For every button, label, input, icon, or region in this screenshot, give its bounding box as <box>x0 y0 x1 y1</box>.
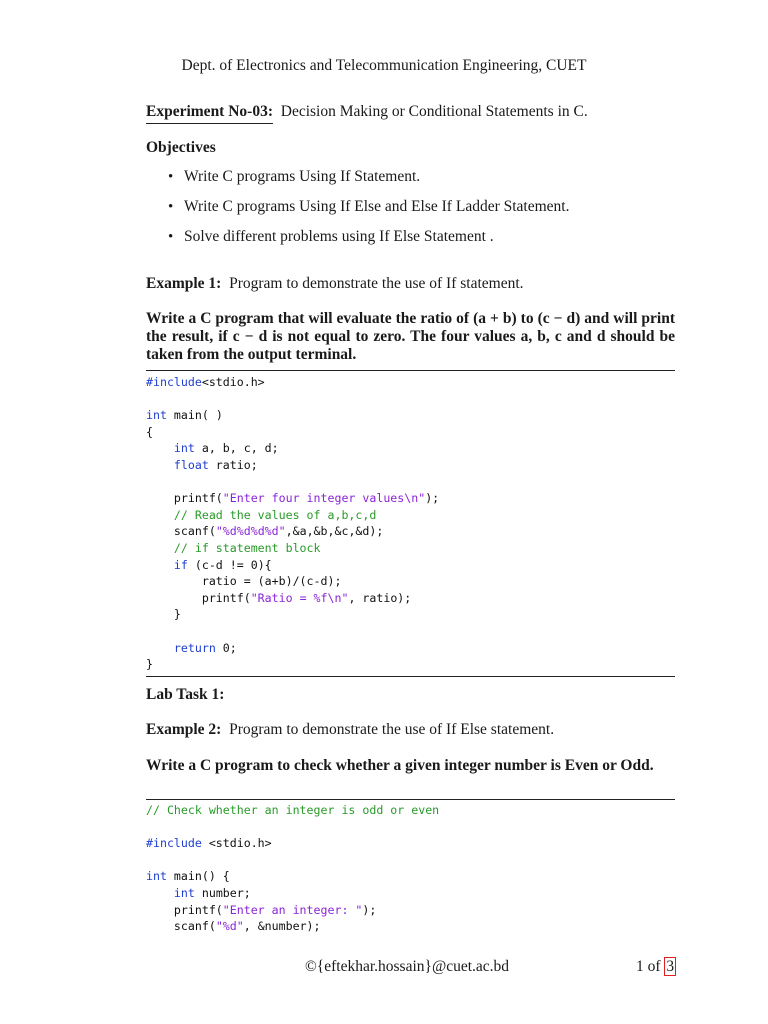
code-line <box>146 819 675 836</box>
objective-item: • Write C programs Using If Else and Else If Ladder Statement. <box>168 198 570 215</box>
code-rule-top <box>146 370 675 371</box>
code-line: ratio = (a+b)/(c-d); <box>146 574 342 589</box>
page-total-link[interactable]: 3 <box>666 958 675 975</box>
code-line <box>146 474 675 491</box>
code-line: int number; <box>173 885 251 900</box>
code-rule-bottom <box>146 676 675 677</box>
page-number <box>636 958 676 976</box>
code-line: // Check whether an integer is odd or even <box>146 803 440 817</box>
code-block-1 <box>146 374 675 673</box>
example-2 <box>146 721 554 739</box>
experiment-label: Experiment No-03: <box>146 103 273 124</box>
code-line: float ratio; <box>173 457 258 472</box>
code-line: int a, b, c, d; <box>173 441 279 456</box>
code-line: scanf("%d%d%d%d",&a,&b,&c,&d); <box>146 524 384 539</box>
code-line: return 0; <box>173 640 237 655</box>
experiment-title: Decision Making or Conditional Statements in C. <box>280 103 588 120</box>
code-rule-top-2 <box>146 799 675 800</box>
example-1-task: Write a C program that will evaluate the ratio of (a + b) to (c − d) and will print the result, if c − d is not equal to zero. The four values a, b, c and d should be taken from the output terminal. <box>146 310 675 363</box>
code-line <box>146 623 675 640</box>
bullet-icon: • <box>168 229 174 245</box>
bullet-icon: • <box>168 199 174 215</box>
code-line: #include <stdio.h> <box>146 836 272 851</box>
code-line: #include<stdio.h> <box>146 375 265 389</box>
objective-item: • Write C programs Using If Statement. <box>168 168 421 185</box>
experiment-title-line <box>146 103 588 124</box>
code-line: { <box>146 424 153 439</box>
code-line: // if statement block <box>173 540 321 555</box>
code-line: if (c-d != 0){ <box>173 557 272 572</box>
code-line: int main() { <box>146 869 230 884</box>
code-line: } <box>146 657 153 672</box>
code-line: } <box>146 607 181 622</box>
code-line: printf("Ratio = %f\n", ratio); <box>146 590 412 605</box>
footer-copyright: ©{eftekhar.hossain}@cuet.ac.bd <box>305 958 510 975</box>
objectives-heading: Objectives <box>146 139 216 156</box>
code-line: scanf("%d", &number); <box>146 919 321 934</box>
code-block-2 <box>146 802 675 935</box>
code-line <box>146 391 675 408</box>
page-header: Dept. of Electronics and Telecommunication Engineering, CUET <box>181 57 587 74</box>
bullet-icon: • <box>168 169 174 185</box>
code-line: printf("Enter an integer: "); <box>146 902 377 917</box>
code-line: int main( ) <box>146 408 223 423</box>
example-1-text: Program to demonstrate the use of If statement. <box>229 275 524 292</box>
lab-task-1-heading: Lab Task 1: <box>146 686 225 703</box>
code-line: // Read the values of a,b,c,d <box>173 507 377 522</box>
example-2-text: Program to demonstrate the use of If Else statement. <box>229 721 555 738</box>
objectives-list <box>146 168 569 258</box>
page-number-prefix: 1 of <box>636 958 661 975</box>
objective-item: • Solve different problems using If Else Statement . <box>168 228 494 245</box>
example-2-label: Example 2: <box>146 721 222 738</box>
code-line: printf("Enter four integer values\n"); <box>146 491 440 506</box>
example-2-task: Write a C program to check whether a given integer number is Even or Odd. <box>146 757 654 774</box>
example-1 <box>146 275 524 293</box>
code-line <box>146 852 675 869</box>
example-1-label: Example 1: <box>146 275 222 292</box>
